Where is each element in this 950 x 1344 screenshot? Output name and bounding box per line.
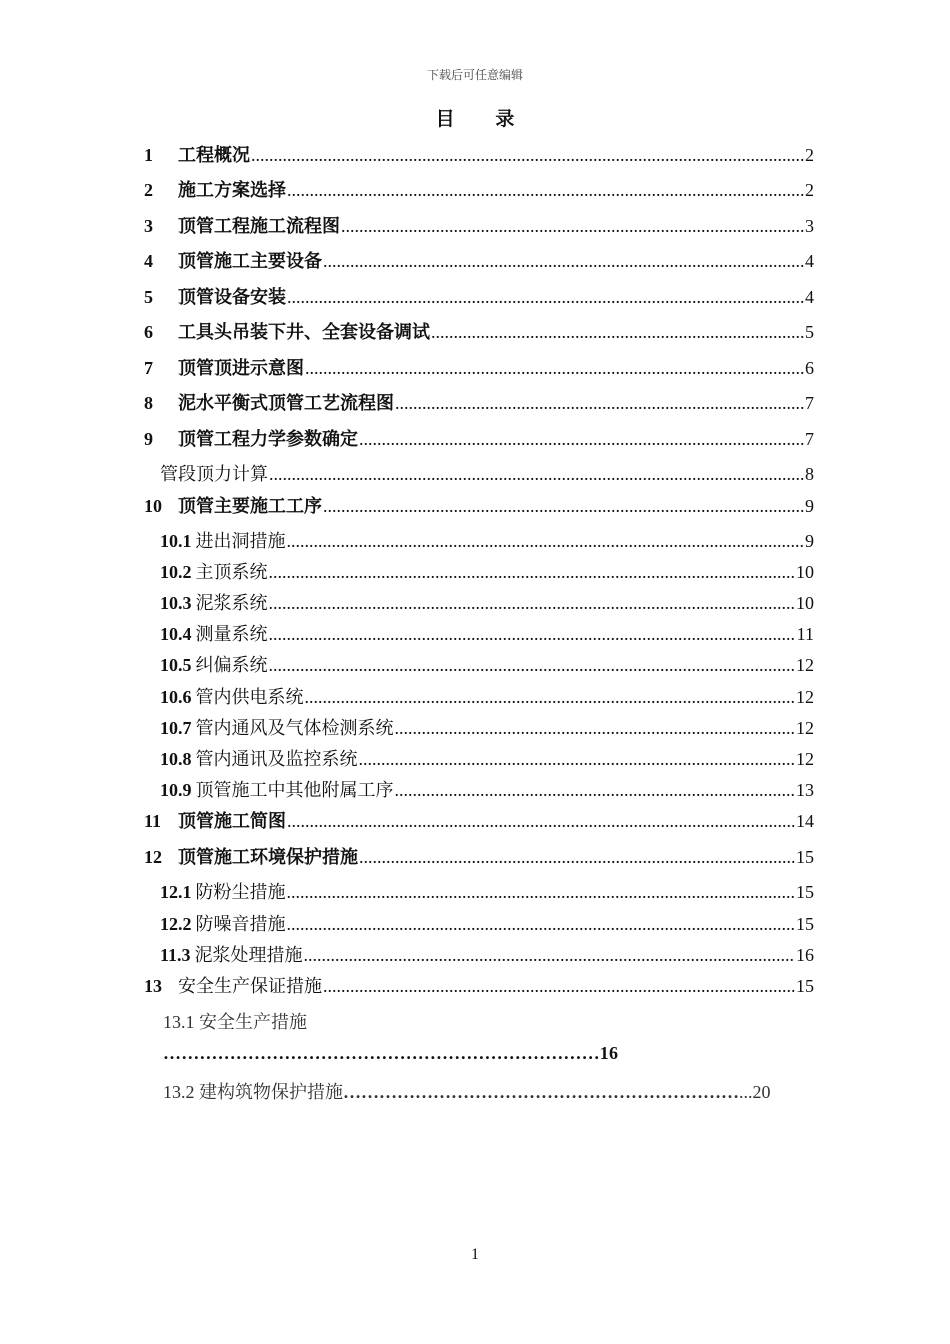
entry-page: 15 [796, 882, 814, 902]
entry-number: 10.4 [160, 624, 192, 644]
entry-number: 4 [144, 251, 153, 271]
entry-page: 15 [796, 914, 814, 934]
entry-title: 施工方案选择 [178, 180, 286, 200]
entry-page: ...20 [739, 1082, 771, 1102]
toc-entry[interactable] [144, 175, 814, 201]
toc-entry[interactable] [160, 744, 814, 770]
toc-entry[interactable] [160, 459, 814, 485]
dot-leader [305, 686, 796, 708]
entry-page: 16 [796, 945, 814, 965]
toc-entry[interactable] [160, 775, 814, 801]
dot-leader: ………………………………………………………… [343, 1082, 739, 1102]
dot-leader [304, 944, 795, 966]
toc-entry[interactable] [144, 388, 814, 414]
dot-leader [269, 561, 796, 583]
dot-leader [287, 881, 796, 903]
toc-entry[interactable] [144, 282, 814, 308]
dot-leader [305, 357, 804, 379]
entry-title: 顶管工程力学参数确定 [178, 429, 358, 449]
dot-leader [359, 428, 804, 450]
entry-title: 顶管主要施工工序 [178, 496, 322, 516]
entry-number: 2 [144, 180, 153, 200]
dot-leader [287, 179, 804, 201]
entry-title: 进出洞措施 [195, 531, 286, 551]
entry-title: 13.2 建构筑物保护措施 [163, 1082, 343, 1102]
entry-page: 9 [805, 531, 814, 551]
entry-title: 管内通风及气体检测系统 [195, 718, 394, 738]
entry-page: 7 [805, 429, 814, 449]
entry-title: 泥浆系统 [195, 593, 268, 613]
entry-title: 防粉尘措施 [195, 882, 286, 902]
entry-number: 11 [144, 811, 162, 831]
toc-entry[interactable] [160, 619, 814, 645]
dot-leader [269, 654, 796, 676]
entry-title: 安全生产保证措施 [178, 976, 322, 996]
entry-number: 10.8 [160, 749, 192, 769]
toc-entry[interactable] [160, 940, 814, 966]
entry-title: 顶管工程施工流程图 [178, 216, 340, 236]
entry-title: 纠偏系统 [195, 655, 268, 675]
toc-entry[interactable] [160, 682, 814, 708]
entry-page: 5 [805, 322, 814, 342]
page-number: 1 [471, 1246, 479, 1263]
toc-entry[interactable] [144, 353, 814, 379]
entry-page: 3 [805, 216, 814, 236]
entry-title: 管内通讯及监控系统 [195, 749, 358, 769]
toc-entry[interactable] [144, 424, 814, 450]
entry-number: 12.1 [160, 882, 192, 902]
entry-number: 5 [144, 287, 153, 307]
toc-entry[interactable] [160, 588, 814, 614]
entry-title: 工具头吊装下井、全套设备调试 [178, 322, 430, 342]
entry-title: 顶管施工主要设备 [178, 251, 322, 271]
entry-page: 4 [805, 287, 814, 307]
toc-entry-13-1-title[interactable]: 13.1 安全生产措施 [163, 1012, 307, 1032]
entry-number: 7 [144, 358, 153, 378]
entry-title: 测量系统 [195, 624, 268, 644]
entry-page: 12 [796, 655, 814, 675]
entry-title: 顶管施工环境保护措施 [178, 847, 358, 867]
entry-number: 11.3 [160, 945, 191, 965]
dot-leader [287, 913, 796, 935]
dot-leader [431, 321, 804, 343]
entry-page: 9 [805, 496, 814, 516]
entry-title: 泥浆处理措施 [194, 945, 303, 965]
toc-entry[interactable] [160, 713, 814, 739]
page-header: 下载后可任意编辑 [426, 68, 523, 82]
entry-page: 2 [805, 145, 814, 165]
entry-page: 6 [805, 358, 814, 378]
entry-number: 10.1 [160, 531, 192, 551]
toc-entry[interactable] [144, 491, 814, 517]
dot-leader [251, 144, 804, 166]
entry-page: 12 [796, 687, 814, 707]
entry-page: 15 [796, 976, 814, 996]
toc-entry[interactable] [144, 842, 814, 868]
entry-title: 顶管施工中其他附属工序 [195, 780, 394, 800]
toc-title: 目 录 [435, 109, 533, 130]
entry-number: 13 [144, 976, 162, 996]
toc-entry[interactable] [160, 650, 814, 676]
toc-entry[interactable] [160, 526, 814, 552]
entry-title: 管内供电系统 [195, 687, 304, 707]
entry-page: 13 [796, 780, 814, 800]
entry-page: 2 [805, 180, 814, 200]
entry-title: 顶管顶进示意图 [178, 358, 304, 378]
entry-number: 6 [144, 322, 153, 342]
dot-leader [395, 779, 796, 801]
toc-entry-13-1-leader: ………………………………………………………………16 [163, 1043, 619, 1063]
dot-leader [287, 810, 795, 832]
toc-entry[interactable] [160, 909, 814, 935]
toc-entry[interactable] [144, 317, 814, 343]
entry-title: 顶管施工简图 [178, 811, 286, 831]
entry-page: 7 [805, 393, 814, 413]
entry-title: 防噪音措施 [195, 914, 286, 934]
entry-number: 12 [144, 847, 162, 867]
toc-entry[interactable] [160, 557, 814, 583]
dot-leader [341, 215, 804, 237]
entry-title: 工程概况 [178, 145, 250, 165]
toc-entry[interactable] [144, 211, 814, 237]
entry-page: 11 [796, 624, 814, 644]
dot-leader [287, 530, 805, 552]
dot-leader [323, 250, 804, 272]
toc-entry[interactable] [160, 877, 814, 903]
entry-page: 8 [805, 464, 814, 484]
toc-entry[interactable] [144, 140, 814, 166]
entry-page: 4 [805, 251, 814, 271]
dot-leader [359, 748, 796, 770]
toc-entry[interactable] [144, 971, 814, 997]
entry-number: 10.5 [160, 655, 192, 675]
dot-leader [269, 463, 804, 485]
entry-number: 10 [144, 496, 162, 516]
dot-leader [395, 717, 796, 739]
entry-title: 泥水平衡式顶管工艺流程图 [178, 393, 394, 413]
entry-title: 顶管设备安装 [178, 287, 286, 307]
entry-number: 12.2 [160, 914, 192, 934]
toc-entry[interactable] [144, 246, 814, 272]
entry-number: 3 [144, 216, 153, 236]
toc-entry-13-2[interactable] [163, 1078, 771, 1104]
entry-page: 10 [796, 593, 814, 613]
entry-number: 10.9 [160, 780, 192, 800]
dot-leader [269, 592, 796, 614]
toc-entry[interactable] [144, 806, 814, 832]
entry-title: 主顶系统 [195, 562, 268, 582]
entry-number: 10.2 [160, 562, 192, 582]
entry-number: 10.3 [160, 593, 192, 613]
entry-number: 8 [144, 393, 153, 413]
entry-page: 15 [796, 847, 814, 867]
dot-leader [269, 623, 796, 645]
entry-number: 1 [144, 145, 153, 165]
entry-number: 10.6 [160, 687, 192, 707]
entry-page: 12 [796, 749, 814, 769]
entry-page: 12 [796, 718, 814, 738]
dot-leader [323, 975, 795, 997]
dot-leader [323, 495, 804, 517]
dot-leader [287, 286, 804, 308]
dot-leader [395, 392, 804, 414]
entry-page: 14 [796, 811, 814, 831]
entry-page: 10 [796, 562, 814, 582]
dot-leader [359, 846, 795, 868]
entry-number: 10.7 [160, 718, 192, 738]
entry-number: 9 [144, 429, 153, 449]
entry-title: 管段顶力计算 [160, 464, 268, 484]
